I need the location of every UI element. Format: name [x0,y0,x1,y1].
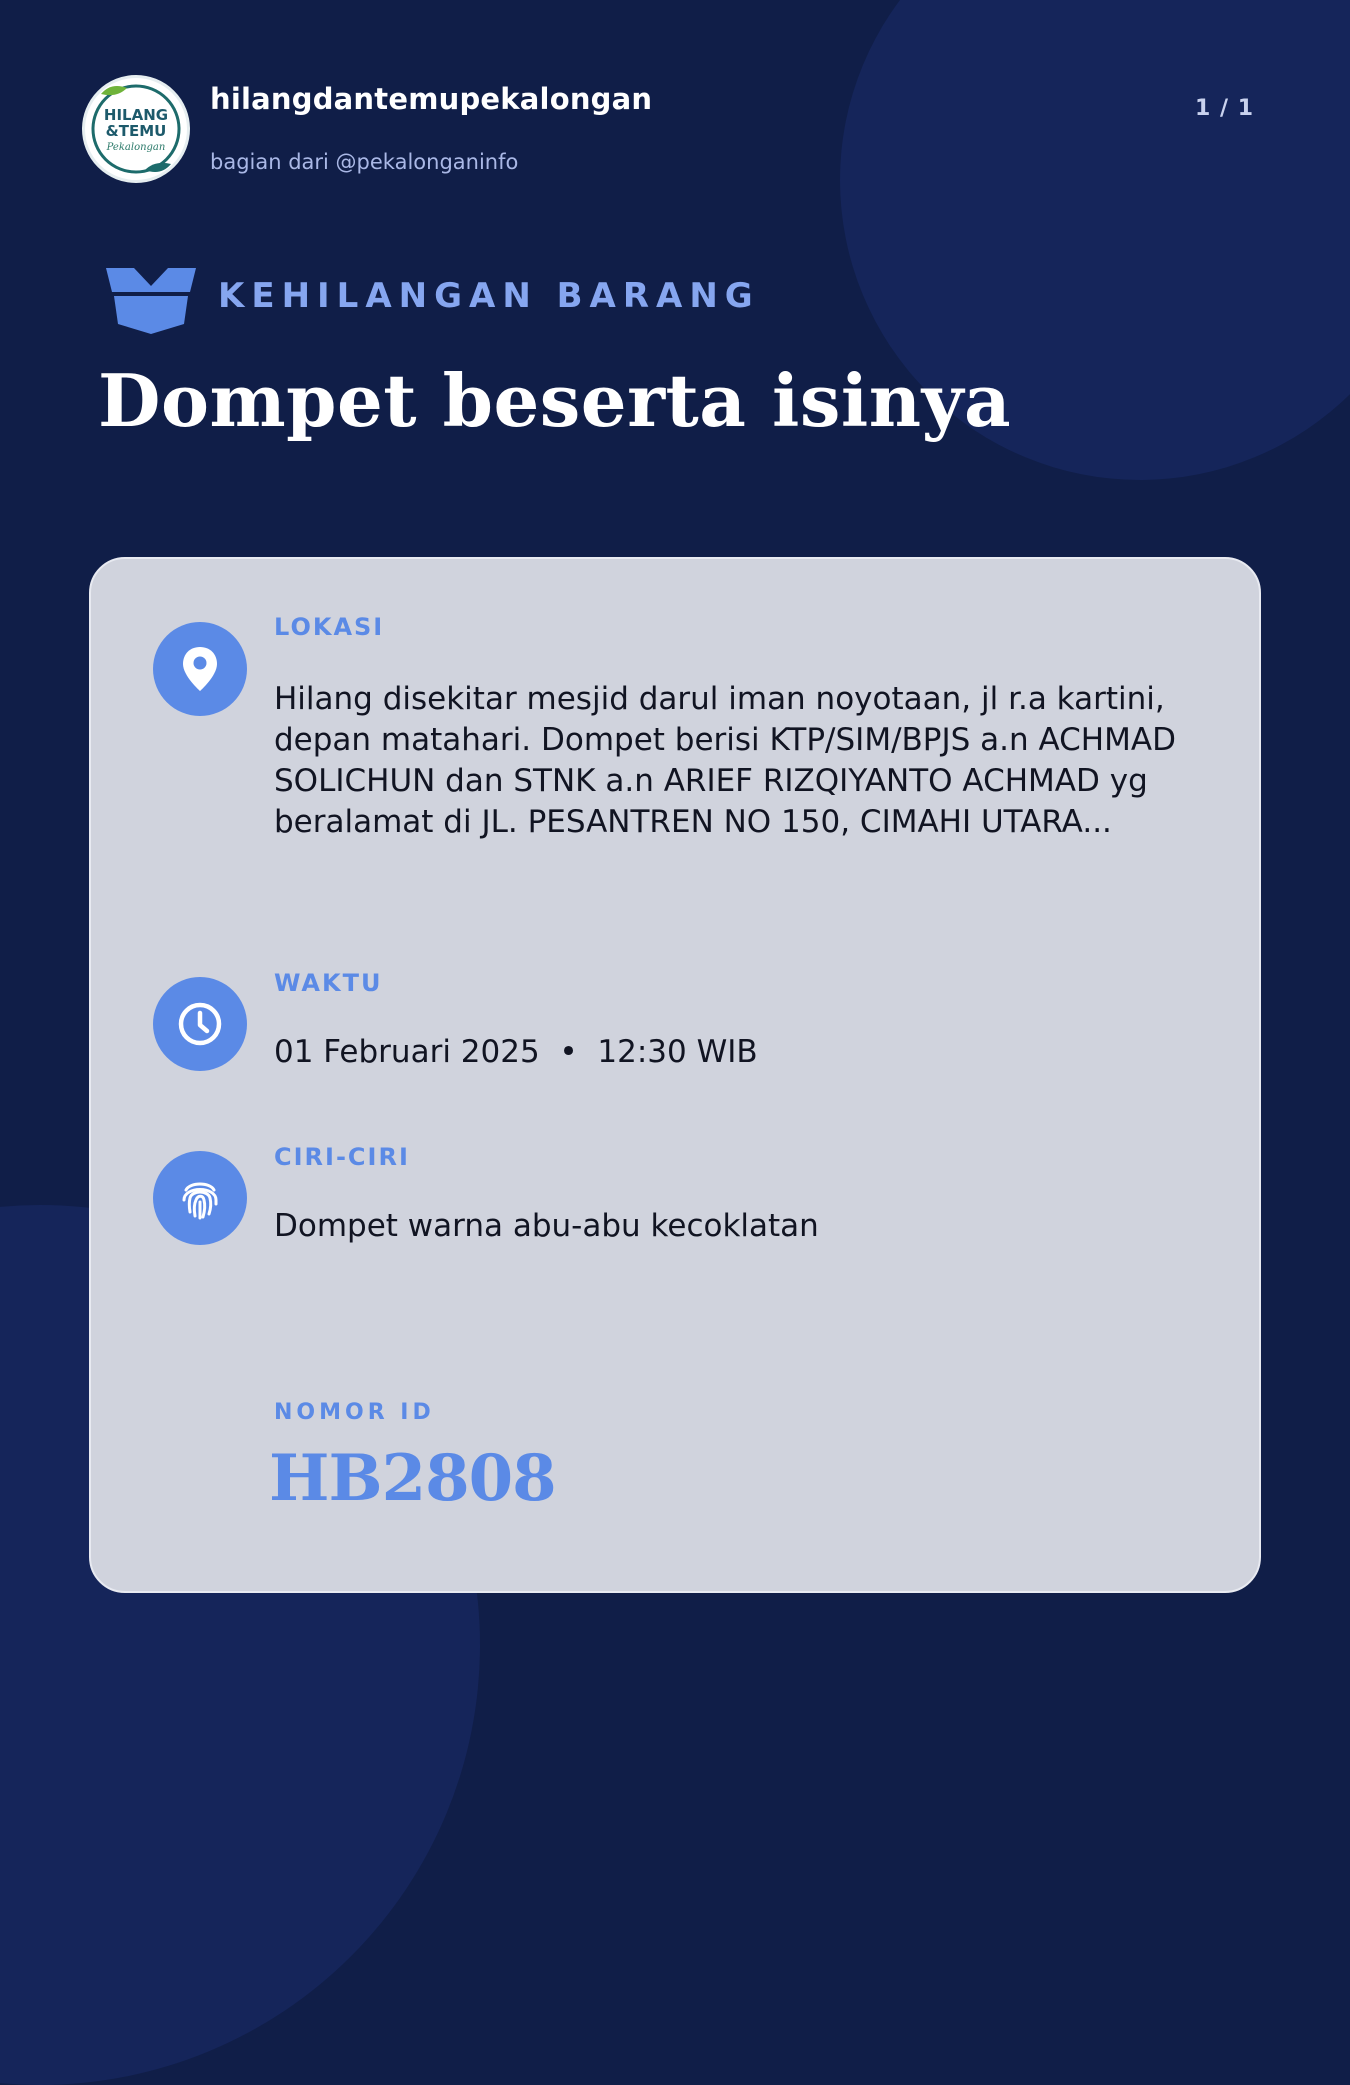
account-handle[interactable]: hilangdantemupekalongan [210,82,653,116]
time-value: 01 Februari 2025 • 12:30 WIB [274,1034,758,1070]
details-card [89,557,1261,1593]
id-label: NOMOR ID [274,1400,435,1425]
account-logo[interactable] [82,75,190,183]
account-subtitle: bagian dari @pekalonganinfo [210,150,519,174]
id-value: HB2808 [269,1441,556,1516]
features-value: Dompet warna abu-abu kecoklatan [274,1208,819,1244]
post-title: Dompet beserta isinya [98,358,1012,443]
open-box-icon [104,266,198,336]
map-pin-icon [153,622,247,716]
logo-line-3: Pekalongan [106,142,166,153]
logo-line-1: HILANG [103,106,169,124]
fingerprint-icon [153,1151,247,1245]
location-line: SOLICHUN dan STNK a.n ARIEF RIZQIYANTO ACHMAD yg [274,763,1148,799]
location-line: depan matahari. Dompet berisi KTP/SIM/BPJS a.n ACHMAD [274,722,1176,758]
clock-icon [153,977,247,1071]
location-value [274,679,1176,843]
features-label: CIRI-CIRI [274,1143,410,1171]
location-line: Hilang disekitar mesjid darul iman noyotaan, jl r.a kartini, [274,681,1165,717]
category-label: KEHILANGAN BARANG [218,276,760,316]
location-line: beralamat di JL. PESANTREN NO 150, CIMAHI UTARA... [274,804,1112,840]
time-label: WAKTU [274,969,383,997]
location-label: LOKASI [274,613,385,641]
page-counter: 1 / 1 [1195,96,1254,121]
logo-line-2: &TEMU [105,122,167,140]
